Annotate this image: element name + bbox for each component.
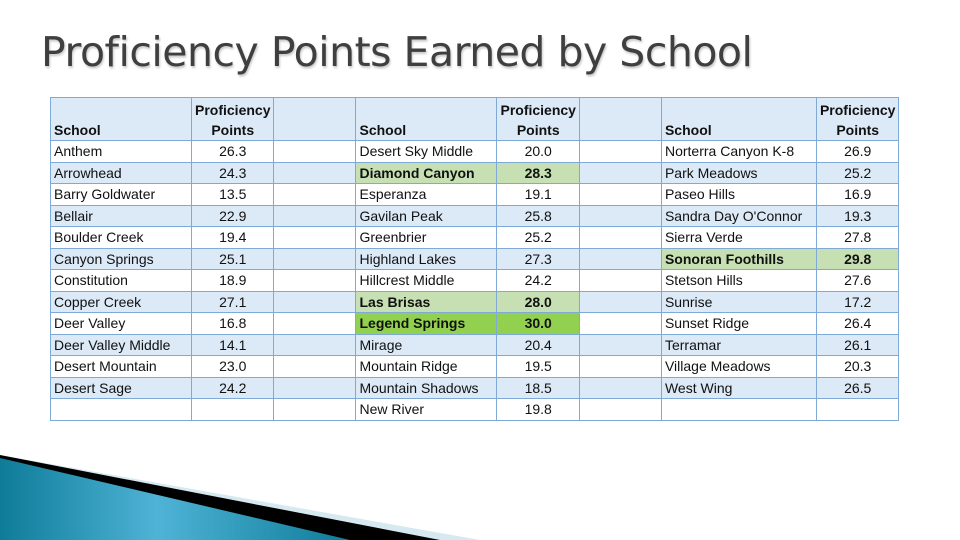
- table-row: [51, 270, 899, 292]
- table-row: [51, 313, 899, 335]
- spacer-cell: [579, 162, 661, 184]
- points-cell: 24.2: [497, 270, 579, 292]
- school-name-cell: Arrowhead: [51, 162, 192, 184]
- table-row: [51, 141, 899, 163]
- points-cell: 27.1: [192, 291, 274, 313]
- points-cell: 29.8: [816, 248, 898, 270]
- points-cell: 27.3: [497, 248, 579, 270]
- spacer-cell: [274, 313, 356, 335]
- spacer-cell: [579, 184, 661, 206]
- points-cell: 22.9: [192, 205, 274, 227]
- points-cell: 26.1: [816, 334, 898, 356]
- school-header: School: [51, 98, 192, 141]
- spacer-cell: [274, 399, 356, 421]
- school-name-cell: Norterra Canyon K-8: [661, 141, 816, 163]
- spacer-cell: [274, 377, 356, 399]
- table-row: [51, 248, 899, 270]
- points-header-line2: Points: [836, 122, 880, 138]
- spacer-cell: [274, 205, 356, 227]
- school-name-cell: Greenbrier: [356, 227, 497, 249]
- school-name-cell: [51, 399, 192, 421]
- school-name-cell: Desert Sage: [51, 377, 192, 399]
- points-header-line2: Points: [211, 122, 255, 138]
- points-cell: 30.0: [497, 313, 579, 335]
- school-name-cell: Sandra Day O'Connor: [661, 205, 816, 227]
- school-name-cell: Highland Lakes: [356, 248, 497, 270]
- school-name-cell: Park Meadows: [661, 162, 816, 184]
- school-name-cell: Desert Mountain: [51, 356, 192, 378]
- decorative-swoosh: [0, 430, 480, 540]
- points-header: [816, 98, 898, 141]
- table-row: [51, 162, 899, 184]
- school-name-cell: Esperanza: [356, 184, 497, 206]
- table-row: [51, 356, 899, 378]
- points-cell: [192, 399, 274, 421]
- points-cell: 26.4: [816, 313, 898, 335]
- points-cell: 19.1: [497, 184, 579, 206]
- spacer-cell: [274, 334, 356, 356]
- points-cell: 17.2: [816, 291, 898, 313]
- school-name-cell: Anthem: [51, 141, 192, 163]
- spacer-cell: [579, 356, 661, 378]
- points-cell: 19.5: [497, 356, 579, 378]
- school-name-cell: Bellair: [51, 205, 192, 227]
- points-cell: 28.3: [497, 162, 579, 184]
- spacer-cell: [274, 227, 356, 249]
- points-cell: 26.5: [816, 377, 898, 399]
- school-name-cell: West Wing: [661, 377, 816, 399]
- points-cell: 25.1: [192, 248, 274, 270]
- spacer-cell: [274, 291, 356, 313]
- points-cell: 24.2: [192, 377, 274, 399]
- spacer-cell: [579, 227, 661, 249]
- spacer-cell: [274, 162, 356, 184]
- spacer-cell: [579, 98, 661, 141]
- points-cell: 19.8: [497, 399, 579, 421]
- points-cell: 26.9: [816, 141, 898, 163]
- points-cell: 20.4: [497, 334, 579, 356]
- table-row: [51, 399, 899, 421]
- spacer-cell: [274, 98, 356, 141]
- school-header: School: [661, 98, 816, 141]
- points-cell: 25.2: [816, 162, 898, 184]
- school-name-cell: Sunset Ridge: [661, 313, 816, 335]
- school-name-cell: Diamond Canyon: [356, 162, 497, 184]
- school-name-cell: New River: [356, 399, 497, 421]
- points-cell: 26.3: [192, 141, 274, 163]
- points-cell: 16.8: [192, 313, 274, 335]
- points-cell: 23.0: [192, 356, 274, 378]
- points-cell: 16.9: [816, 184, 898, 206]
- school-name-cell: Legend Springs: [356, 313, 497, 335]
- points-header: [192, 98, 274, 141]
- school-name-cell: Gavilan Peak: [356, 205, 497, 227]
- spacer-cell: [579, 270, 661, 292]
- points-cell: 18.5: [497, 377, 579, 399]
- school-name-cell: Hillcrest Middle: [356, 270, 497, 292]
- school-name-cell: Deer Valley: [51, 313, 192, 335]
- table-row: [51, 334, 899, 356]
- spacer-cell: [579, 141, 661, 163]
- spacer-cell: [274, 184, 356, 206]
- header-row: [51, 98, 899, 141]
- table-row: [51, 184, 899, 206]
- points-cell: [816, 399, 898, 421]
- points-header: [497, 98, 579, 141]
- spacer-cell: [579, 399, 661, 421]
- points-cell: 20.0: [497, 141, 579, 163]
- spacer-cell: [274, 356, 356, 378]
- spacer-cell: [579, 377, 661, 399]
- points-cell: 25.2: [497, 227, 579, 249]
- school-name-cell: Desert Sky Middle: [356, 141, 497, 163]
- school-name-cell: Sonoran Foothills: [661, 248, 816, 270]
- spacer-cell: [579, 313, 661, 335]
- school-name-cell: Deer Valley Middle: [51, 334, 192, 356]
- school-name-cell: [661, 399, 816, 421]
- spacer-cell: [579, 291, 661, 313]
- school-name-cell: Boulder Creek: [51, 227, 192, 249]
- points-cell: 19.3: [816, 205, 898, 227]
- school-name-cell: Sunrise: [661, 291, 816, 313]
- spacer-cell: [274, 141, 356, 163]
- school-name-cell: Mountain Shadows: [356, 377, 497, 399]
- school-name-cell: Paseo Hills: [661, 184, 816, 206]
- points-header-line1: Proficiency: [195, 102, 271, 118]
- spacer-cell: [579, 334, 661, 356]
- school-name-cell: Mountain Ridge: [356, 356, 497, 378]
- points-header-line1: Proficiency: [819, 102, 896, 118]
- table-row: [51, 227, 899, 249]
- points-cell: 24.3: [192, 162, 274, 184]
- school-header: School: [356, 98, 497, 141]
- school-name-cell: Constitution: [51, 270, 192, 292]
- points-header-line2: Points: [516, 122, 560, 138]
- school-name-cell: Sierra Verde: [661, 227, 816, 249]
- spacer-cell: [274, 270, 356, 292]
- proficiency-table: [50, 97, 899, 421]
- points-cell: 13.5: [192, 184, 274, 206]
- school-name-cell: Stetson Hills: [661, 270, 816, 292]
- school-name-cell: Copper Creek: [51, 291, 192, 313]
- school-name-cell: Mirage: [356, 334, 497, 356]
- spacer-cell: [579, 205, 661, 227]
- points-cell: 28.0: [497, 291, 579, 313]
- points-cell: 14.1: [192, 334, 274, 356]
- school-name-cell: Terramar: [661, 334, 816, 356]
- table-row: [51, 377, 899, 399]
- points-cell: 27.8: [816, 227, 898, 249]
- school-name-cell: Las Brisas: [356, 291, 497, 313]
- slide-title: Proficiency Points Earned by School: [41, 28, 753, 76]
- points-cell: 25.8: [497, 205, 579, 227]
- spacer-cell: [579, 248, 661, 270]
- spacer-cell: [274, 248, 356, 270]
- points-cell: 27.6: [816, 270, 898, 292]
- points-cell: 19.4: [192, 227, 274, 249]
- points-cell: 18.9: [192, 270, 274, 292]
- school-name-cell: Village Meadows: [661, 356, 816, 378]
- points-header-line1: Proficiency: [500, 102, 576, 118]
- school-name-cell: Barry Goldwater: [51, 184, 192, 206]
- school-name-cell: Canyon Springs: [51, 248, 192, 270]
- table-row: [51, 291, 899, 313]
- table-row: [51, 205, 899, 227]
- points-cell: 20.3: [816, 356, 898, 378]
